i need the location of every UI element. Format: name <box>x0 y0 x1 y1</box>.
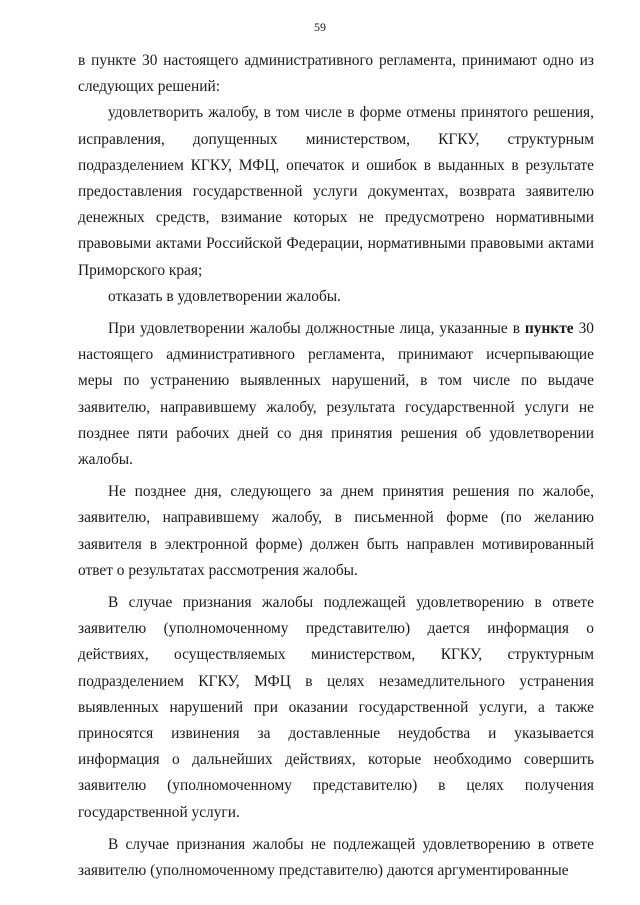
paragraph-response-deadline: Не позднее дня, следующего за днем принятия решения по жалобе, заявителю, направившему жалобу, в письменной форме (по желанию заявителя в электронной форме) должен быть направлен мотивированный ответ о результатах рассмотрения жалобы. <box>78 483 594 579</box>
page-number: 59 <box>314 20 326 34</box>
bold-term: пункте <box>524 320 574 338</box>
paragraph-text: При удовлетворении жалобы должностные лица, указанные в <box>108 320 525 338</box>
paragraph-unsatisfied-response: В случае признания жалобы не подлежащей удовлетворению в ответе заявителю (уполномоченному представителю) даются аргументированные <box>78 835 594 880</box>
document-body <box>78 48 594 884</box>
paragraph-decision-options: в пункте 30 настоящего административного регламента, принимают одно из следующих решений: <box>78 52 594 96</box>
paragraph-satisfied-response: В случае признания жалобы подлежащей удовлетворению в ответе заявителю (уполномоченному представителю) дается информация о действиях, осуществляемых министерством, КГКУ, структурным подразделением КГКУ, МФЦ в целях незамедлительного устранения выявленных нарушений при оказании государственной услуги, а также приносятся извинения за доставленные неудобства и указывается информация о дальнейших действиях, которые необходимо совершить заявителю (уполномоченному представителю) в целях получения государственной услуги. <box>78 594 594 821</box>
paragraph-text: 30 настоящего административного регламента, принимают исчерпывающие меры по устранению выявленных нарушений, в том числе по выдаче заявителю, направившему жалобу, результата государственной услуги не позднее пяти рабочих дней со дня принятия решения об удовлетворении жалобы. <box>78 320 594 469</box>
paragraph-refuse-complaint: отказать в удовлетворении жалобы. <box>108 287 342 305</box>
paragraph-satisfaction-measures <box>78 316 594 473</box>
paragraph-satisfy-complaint: удовлетворить жалобу, в том числе в форме отмены принятого решения, исправления, допущенных министерством, КГКУ, структурным подразделением КГКУ, МФЦ, опечаток и ошибок в выданных в результате предоставления государственной услуги документах, возврата заявителю денежных средств, взимание которых не предусмотрено нормативными правовыми актами Российской Федерации, нормативными правовыми актами Приморского края; <box>78 104 594 279</box>
